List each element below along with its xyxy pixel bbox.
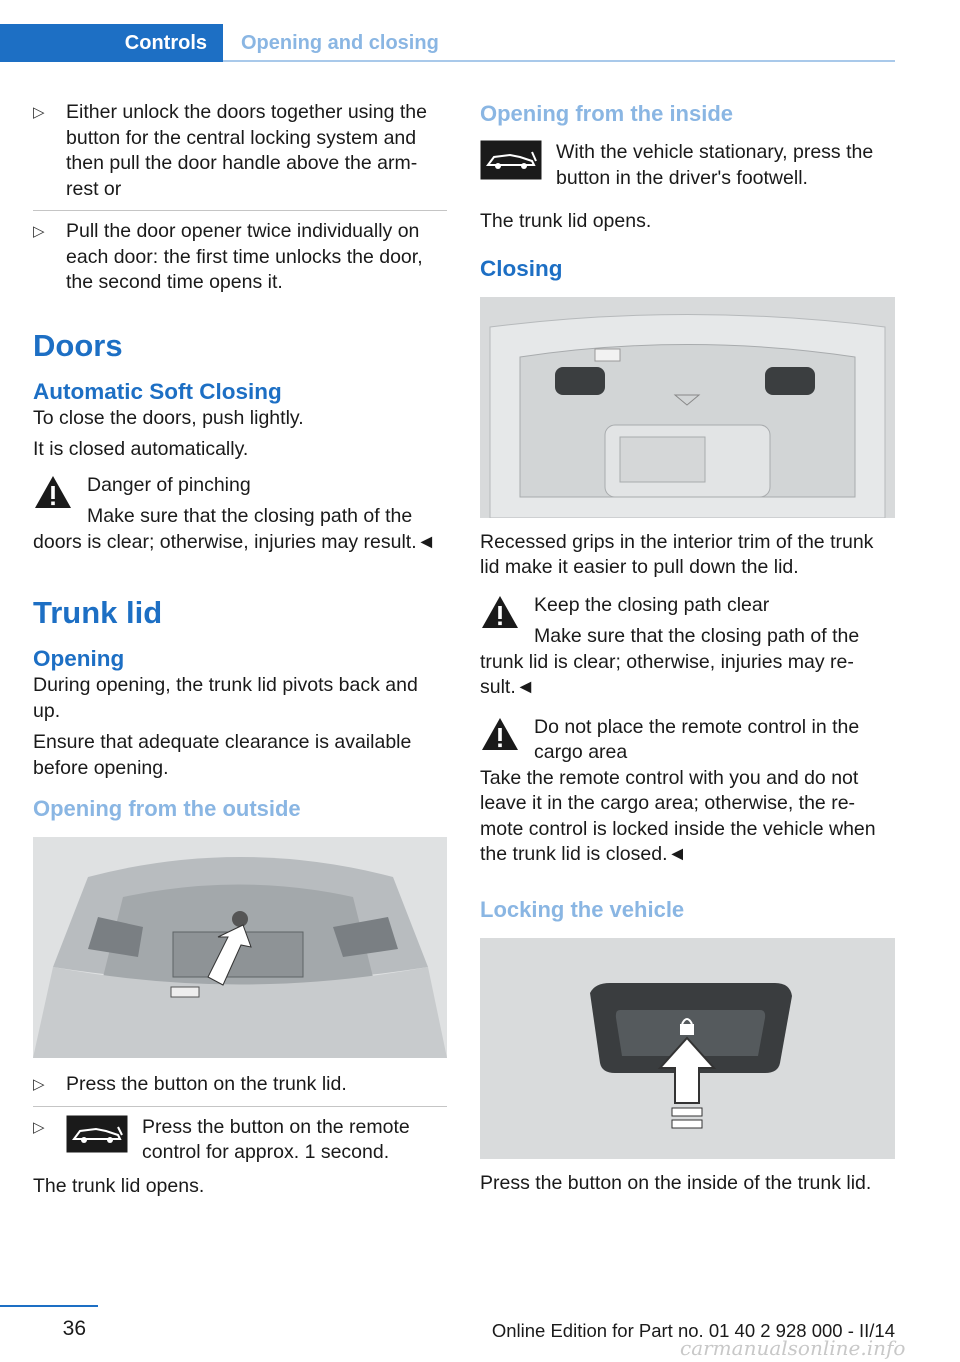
doors-heading: Doors — [33, 327, 123, 363]
trunk-lid-heading: Trunk lid — [33, 595, 163, 630]
warning-text: Make sure that the closing path of the doors is clear; otherwise, injuries may result.◄ — [33, 505, 436, 553]
edition-text: Online Edition for Part no. 01 40 2 928 000 - II/14 — [491, 1320, 895, 1341]
warning-closing-path — [480, 593, 895, 701]
triangle-right-icon: ▷ — [33, 1076, 45, 1093]
bullet-press-remote: Press the button on the remote control for approx. 1 second. — [142, 1115, 410, 1163]
soft-closing-text-2: It is closed automatically. — [33, 438, 249, 460]
trunk-interior-illustration — [480, 297, 895, 518]
bullet-pull-door-opener: Pull the door opener twice individually on each door: the first time unlocks the door, the second time opens it. — [66, 220, 423, 293]
warning-title: Danger of pinching — [87, 473, 251, 496]
opening-text-2: Ensure that adequate clearance is available before opening. — [33, 731, 412, 779]
left-column — [33, 100, 447, 1199]
inside-text: With the vehicle stationary, press the button in the driver's footwell. — [556, 141, 874, 189]
list-item — [33, 100, 447, 202]
triangle-right-icon: ▷ — [33, 223, 45, 240]
closing-text: Recessed grips in the interior trim of the trunk lid make it easier to pull down the lid. — [480, 530, 874, 578]
tab-underline — [223, 60, 895, 62]
section-tabs — [0, 24, 895, 62]
inside-instruction — [480, 140, 895, 191]
warning-title: Keep the closing path clear — [534, 593, 770, 616]
warning-triangle-icon — [33, 473, 73, 511]
footer-line — [0, 1305, 98, 1307]
soft-closing-text-1: To close the doors, push lightly. — [33, 406, 304, 429]
warning-remote-cargo — [480, 715, 895, 868]
trunk-opens-text: The trunk lid opens. — [33, 1174, 205, 1197]
tab-controls[interactable]: Controls — [0, 24, 223, 62]
inside-result-text: The trunk lid opens. — [480, 210, 652, 232]
locking-text: Press the button on the inside of the trunk lid. — [480, 1171, 872, 1194]
opening-text-1: During opening, the trunk lid pivots back and up. — [33, 674, 418, 722]
car-trunk-key-icon — [66, 1115, 128, 1153]
warning-triangle-icon — [480, 593, 520, 631]
trunk-exterior-illustration — [33, 837, 447, 1058]
list-item — [33, 1115, 447, 1166]
triangle-right-icon: ▷ — [33, 1118, 45, 1136]
warning-title: Do not place the remote control in the cargo area — [534, 715, 860, 763]
trunk-lock-button-illustration — [480, 938, 895, 1159]
locking-heading: Locking the vehicle — [480, 896, 685, 922]
warning-text: Take the remote control with you and do not leave it in the cargo area; otherwise, the re-mote control is locked inside the vehicle when the trunk lid is closed.◄ — [480, 766, 876, 865]
warning-triangle-icon — [480, 715, 520, 753]
divider — [33, 1106, 447, 1107]
list-item — [33, 219, 447, 296]
list-item — [33, 1072, 447, 1098]
right-column — [480, 100, 895, 1196]
page-number: 36 — [62, 1317, 86, 1340]
bullet-unlock-central: Either unlock the doors together using the button for the central locking system and then pull the door handle above the arm-rest or — [66, 101, 427, 200]
closing-heading: Closing — [480, 255, 563, 281]
bullet-press-trunk: Press the button on the trunk lid. — [66, 1073, 347, 1095]
triangle-right-icon: ▷ — [33, 104, 45, 121]
opening-heading: Opening — [33, 646, 125, 671]
car-trunk-key-icon — [480, 140, 542, 180]
opening-inside-heading: Opening from the inside — [480, 101, 734, 126]
opening-outside-heading: Opening from the outside — [33, 796, 301, 821]
warning-text: Make sure that the closing path of the trunk lid is clear; otherwise, injuries may re-sult.◄ — [480, 625, 860, 698]
divider — [33, 210, 447, 211]
soft-closing-heading: Automatic Soft Closing — [33, 378, 282, 404]
watermark: carmanualsonline.info — [680, 1336, 906, 1360]
warning-pinching — [33, 473, 447, 556]
tab-opening-and-closing[interactable]: Opening and closing — [241, 31, 439, 54]
